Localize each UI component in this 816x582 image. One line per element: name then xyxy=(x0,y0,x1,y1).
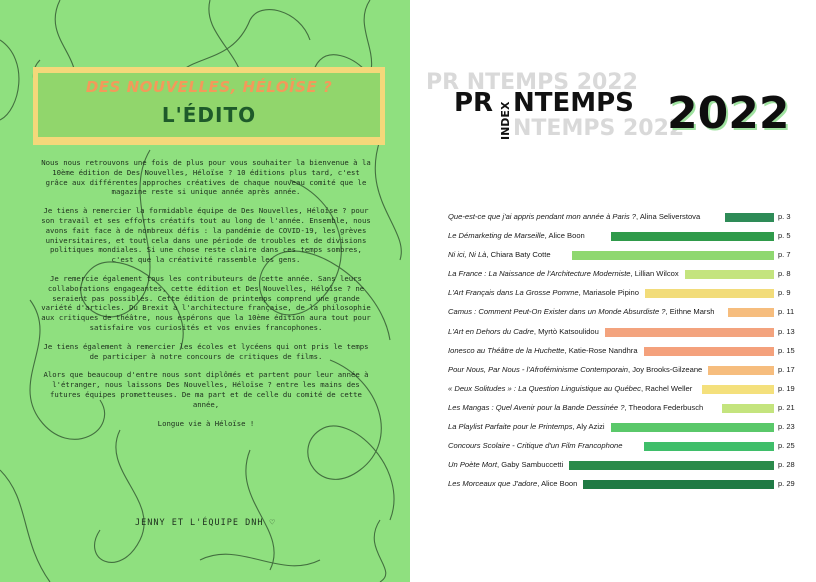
edito-heading: L'ÉDITO xyxy=(161,103,257,127)
toc-author: , Myrtò Katsoulidou xyxy=(533,326,599,336)
signature xyxy=(135,518,276,528)
ghost-title-top: PR NTEMPS 2022 xyxy=(426,70,638,95)
toc-entry-text xyxy=(448,269,679,278)
toc-entry-text xyxy=(448,231,585,240)
toc-row[interactable] xyxy=(448,381,808,400)
toc-color-bar xyxy=(725,213,774,222)
toc-author: , Lillian Wilcox xyxy=(630,269,679,279)
toc-author: , Eithne Marsh xyxy=(665,307,715,317)
toc-page-number: p. 9 xyxy=(778,288,791,298)
toc-page-number: p. 11 xyxy=(778,307,795,317)
toc-title: « Deux Solitudes » : La Question Linguistique au Québec xyxy=(448,383,641,393)
toc-title: Les Morceaux que J'adore xyxy=(448,479,538,489)
toc-page-number: p. 19 xyxy=(778,383,795,393)
edito-paragraph: Je tiens à remercier la formidable équipe de Des Nouvelles, Héloïse ? pour son travail et ses efforts créatifs tout au long de l'année. Ensemble, nous avons fait face à de nombreux défis : la pandémie de COVID-19, les grèves universitaires, et tout cela dans une période de troubles et de divisions politiques mondiales. Si une chose reste claire dans ces temps sombres, c'est que la créativité rassemble les gens. xyxy=(41,206,371,265)
toc-title: Un Poète Mort xyxy=(448,460,497,470)
toc-title: Pour Nous, Par Nous - l'Afroféminisme Contemporain xyxy=(448,364,628,374)
toc-title: La Playlist Parfaite pour le Printemps xyxy=(448,422,573,432)
toc-color-bar xyxy=(583,480,774,489)
toc-author: , Alice Boon xyxy=(544,231,585,241)
toc-row[interactable] xyxy=(448,476,808,495)
edito-paragraph: Je remercie également tous les contributeurs de cette année. Sans leurs collaborations engageantes, cette édition et Des Nouvelles, Héloïse ? ne seraient pas possibles. Cette édition de printemps comprend une grande variété d'articles. Du Brexit à l'architecture française, de la philosophie aux critiques de théâtre, nous espérons que la 10ème édition aura tout pour satisfaire vos curiosités et vos envies francophones. xyxy=(41,273,371,332)
toc-page-number: p. 7 xyxy=(778,250,791,260)
toc-page-number: p. 25 xyxy=(778,441,795,451)
banner-title: DES NOUVELLES, HÉLOÏSE ? xyxy=(85,78,333,96)
toc-row[interactable] xyxy=(448,438,808,457)
toc-title: Ni ici, Ni Là xyxy=(448,250,487,260)
title-ntemps: NTEMPS xyxy=(513,88,634,118)
toc-color-bar xyxy=(728,308,774,317)
toc-author: , Mariasole Pipino xyxy=(578,288,639,298)
edito-paragraph: Longue vie à Héloïse ! xyxy=(157,418,255,428)
toc-entry-text xyxy=(448,441,623,450)
toc-entry-text xyxy=(448,479,577,488)
toc-author: , Alina Seliverstova xyxy=(636,212,701,221)
toc-color-bar xyxy=(611,232,774,241)
toc-entry-text xyxy=(448,346,638,355)
title-pr: PR xyxy=(454,88,494,118)
toc-title: L'Art Français dans La Grosse Pomme xyxy=(448,288,579,298)
toc-page-number: p. 15 xyxy=(778,345,795,355)
toc-color-bar xyxy=(572,251,774,260)
toc-title: Camus : Comment Peut-On Exister dans un Monde Absurdiste ? xyxy=(448,307,666,317)
toc-row[interactable] xyxy=(448,247,808,266)
toc-color-bar xyxy=(645,289,774,298)
toc-page-number: p. 29 xyxy=(778,479,795,489)
toc-author: , Gaby Sambuccetti xyxy=(496,460,564,470)
toc-color-bar xyxy=(722,404,774,413)
toc-color-bar xyxy=(605,328,774,337)
toc-entry-text xyxy=(448,250,551,259)
edito-paragraph: Nous nous retrouvons une fois de plus pour vous souhaiter la bienvenue à la 10ème édition de Des Nouvelles, Héloïse ? 10 éditions plus tard, c'est grâce aux différentes approches créatives de chaque nouveau comité que le magazine reste si unique année après année. xyxy=(41,158,371,197)
toc-entry-text xyxy=(448,307,714,316)
toc-entry-text xyxy=(448,288,639,297)
toc-page-number: p. 28 xyxy=(778,460,795,470)
toc-row[interactable] xyxy=(448,285,808,304)
toc-title: Le Démarketing de Marseille xyxy=(448,231,545,241)
toc-author: , Aly Azizi xyxy=(572,422,605,432)
toc-row[interactable] xyxy=(448,457,808,476)
toc-color-bar xyxy=(685,270,774,279)
toc-color-bar xyxy=(611,423,774,432)
toc-page-number: p. 13 xyxy=(778,326,795,336)
toc-color-bar xyxy=(644,442,774,451)
toc-author: , Rachel Weller xyxy=(640,383,693,393)
heart-icon: ♡ xyxy=(269,518,276,528)
toc-row[interactable] xyxy=(448,209,808,228)
toc-title: Les Mangas : Quel Avenir pour la Bande Dessinée ? xyxy=(448,402,625,412)
toc-color-bar xyxy=(702,385,774,394)
toc-page-number: p. 5 xyxy=(778,231,791,241)
table-of-contents xyxy=(448,209,808,495)
toc-row[interactable] xyxy=(448,343,808,362)
toc-row[interactable] xyxy=(448,362,808,381)
toc-row[interactable] xyxy=(448,228,808,247)
toc-color-bar xyxy=(708,366,774,375)
toc-author: , Katie-Rose Nandhra xyxy=(564,345,638,355)
toc-row[interactable] xyxy=(448,304,808,323)
toc-author: , Alice Boon xyxy=(537,479,578,489)
toc-author: , Theodora Federbusch xyxy=(624,402,704,412)
toc-color-bar xyxy=(569,461,774,470)
edito-text xyxy=(40,158,372,437)
toc-entry-text xyxy=(448,460,563,469)
toc-title: Ionesco au Théâtre de la Huchette xyxy=(448,345,565,355)
toc-row[interactable] xyxy=(448,266,808,285)
toc-title: Que-est-ce que j'ai appris pendant mon année à Paris ? xyxy=(448,212,637,221)
edito-paragraph: Alors que beaucoup d'entre nous sont diplômés et partent pour leur année à l'étranger, nous laissons Des Nouvelles, Héloïse ? entre les mains des futures équipes prometteuses. De ma part et de celle du comité de cette année, xyxy=(43,370,369,409)
toc-page-number: p. 21 xyxy=(778,402,795,412)
toc-author: , Chiara Baty Cotte xyxy=(486,250,551,260)
toc-entry-text xyxy=(448,212,700,221)
toc-color-bar xyxy=(644,347,774,356)
edito-paragraph: Je tiens également à remercier les écoles et lycéens qui ont pris le temps de participer à notre concours de critiques de films. xyxy=(43,341,369,361)
toc-title: Concours Scolaire - Critique d'un Film Francophone xyxy=(448,441,623,451)
toc-page-number: p. 3 xyxy=(778,212,791,221)
toc-row[interactable] xyxy=(448,419,808,438)
toc-title: La France : La Naissance de l'Architecture Moderniste xyxy=(448,269,631,279)
toc-row[interactable] xyxy=(448,400,808,419)
toc-page-number: p. 23 xyxy=(778,422,795,432)
toc-entry-text xyxy=(448,384,692,393)
toc-page-number: p. 8 xyxy=(778,269,791,279)
title-index: INDEX xyxy=(499,101,512,140)
toc-page-number: p. 17 xyxy=(778,364,795,374)
toc-title: L'Art en Dehors du Cadre xyxy=(448,326,534,336)
title-year: 2022 xyxy=(667,88,790,139)
toc-entry-text xyxy=(448,327,599,336)
toc-entry-text xyxy=(448,422,605,431)
toc-author: , Joy Brooks-Gilzeane xyxy=(627,364,703,374)
signature-text: JENNY ET L'ÉQUIPE DNH xyxy=(135,518,264,528)
toc-entry-text xyxy=(448,403,703,412)
toc-row[interactable] xyxy=(448,324,808,343)
toc-entry-text xyxy=(448,365,702,374)
index-page xyxy=(410,0,816,582)
ghost-title-bottom: NTEMPS 2022 xyxy=(513,116,685,141)
